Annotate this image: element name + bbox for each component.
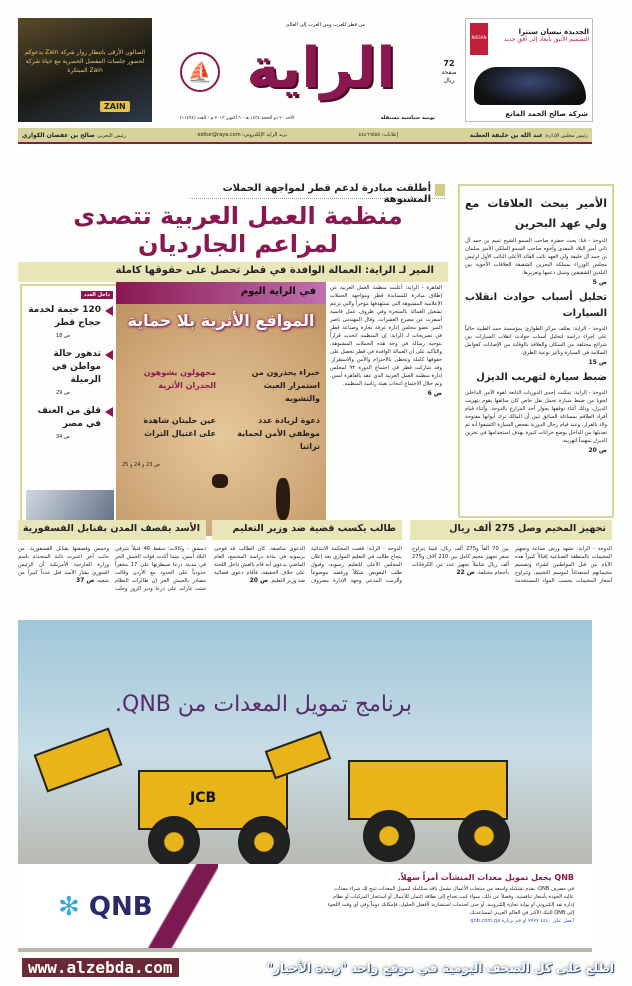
motto: من قطر للعرب ومن العرب إلى العالم xyxy=(286,22,365,28)
issue-date: الأحد ٢٠ ذو الحجة ١٤٣٤ هـ - ٦ أكتوبر ٢٠١٣ م - العدد (١١٤٩٤) xyxy=(180,116,295,121)
zain-ad[interactable] xyxy=(18,18,152,122)
article-body: الدوحة - الراية: يعكف مركز الطوارئ بمؤسسة حمد الطبية حالياً على إجراء دراسة لتحليل أسباب حوادث انقلاب السيارات بين شرائح مختلفة من السكان والعلاقة بالوقاية من الإصابات كعوامل السلامة في السيارة وتأثير نوعية الطرق. xyxy=(465,326,607,356)
newspaper-logo: الراية xyxy=(246,36,396,101)
ad-body: في مصرف QNB، نقدم تشكيلة واسعة من منتجات الأعمال تشمل باقة متكاملة لتمويل المعدات تتيح لك شراء معدات عالية الجودة بأسعار تنافسية. وفضلاً عن ذلك، سواء كنت تحتاج إلى بطاقة ائتمان للأعمال أو استئجار المركبات أو نظام إدارة نقد إلكتروني أو بوابة تجارة إلكترونية، أو حتى لخدمات استشارية لأفضل الحلول، فإمكانك دوماً وفي أي وقت اللجوء إلى QNB البنك الأكبر في العالم العربي لمساعدتك. xyxy=(327,886,574,916)
qnb-ad[interactable] xyxy=(18,620,592,952)
ad-tagline: QNB يجعل تمويل معدات المنشآت أمراً سهلاً. xyxy=(397,873,574,882)
article-title[interactable]: الأمير يبحث العلاقات مع ولي عهد البحرين xyxy=(465,197,607,230)
ad-info-panel xyxy=(18,864,592,948)
qnb-logo: ✻ QNB xyxy=(58,892,153,922)
jcb-brand-label: JCB xyxy=(190,790,217,806)
article-title[interactable]: تجهيز المخيم وصل 275 ألف ريال xyxy=(410,520,612,540)
ship-emblem-icon: ⛵ xyxy=(180,52,220,92)
nissan-ad[interactable] xyxy=(465,18,593,122)
car-image xyxy=(474,67,586,105)
page-count: 72 صفحة ريال xyxy=(441,59,457,84)
feature-point: خبراء يحذرون من استمرار العبث والتشويه xyxy=(251,368,320,403)
site-slogan: اطلع على كل الصحف اليومية في موقع واحد "زبدة الأخبار" xyxy=(266,961,614,975)
footer-banner xyxy=(0,955,632,986)
inside-label: داخل العدد xyxy=(81,291,113,299)
feature-point: عين حليتان شاهدة على اغتيال التراث xyxy=(143,416,216,438)
feature-header: في الراية اليوم xyxy=(116,282,326,304)
article-title[interactable]: الأسد يقصف المدن بقنابل الفسفورية xyxy=(18,520,206,540)
main-headline[interactable]: منظمة العمل العربية تتصدى لمزاعم الجارديان xyxy=(73,202,403,258)
feature-point: دعوة لزيادة عدد موظفي الأمن لحماية تراثنا xyxy=(237,416,320,451)
article-body: الدوحة - الراية: تشهد ورش صناعة وتجهيز المخيمات بالمنطقة الصناعية إقبالاً كبيراً هذه الأيام من قبل المواطنين لشراء وتصميم مخيماتهم استعداداً لموسم التخييم، وتتراوح أسعار المخيمات بحسب المواد المستخدمة بين 70 ألفاً و275 ألف ريال، فيما يتراوح سعر تجهيز مخيم كامل بين 210 آلاف و275 ألف ريال شاملاً تجهيز عدد من الكرفانات بأحجام مختلفة. ص 22 xyxy=(412,546,612,584)
inside-item[interactable]: قلق من العنف في مصر ص 34 xyxy=(25,405,113,444)
article-body: الدوحة - الراية: قضت المحكمة الابتدائية بنجاح طالب في التعليم الموازي بعد إعلان المجلس الأعلى للتعليم رسوبه، وقبول طلب التعويض شكلاً ورفضه موضوعاً وألزمت المدعي وجهة الإدارة مصروف الدعوى مناصفة. كان الطالب قد فوجئ برسوبه في مادة دراسة المجتمع، العام الماضي بدعوى أنه قام بالغش داخل اللجنة على خلاف الحقيقة، فأقام دعوى قضائية ضد وزير التعليم. ص 20 xyxy=(214,546,402,584)
nissan-logo: NISSAN xyxy=(470,23,488,55)
right-news-column: الأمير يبحث العلاقات مع ولي عهد البحرين الدوحة - قنا: بحث حضرة صاحب السمو الشيخ تميم بن حمد آل ثاني أمير البلاد المفدى وأخوه صاحب السمو الملكي الأمير سلمان بن حمد آل خليفة ولي العهد نائب القائد الأعلى النائب الأول لرئيس مجلس الوزراء بمملكة البحرين الشقيقة العلاقات الأخوية بين البلدين الشقيقين وسبل دعمها وتعزيزها. ص 5 تحليل أسباب حوادث انقلاب السيارات الدوحة - الراية: يعكف مركز الطوارئ بمؤسسة حمد الطبية حالياً على إجراء دراسة لتحليل أسباب حوادث انقلاب السيارات بين شرائح مختلفة من السكان والعلاقة بالوقاية من الإصابات كعوامل السلامة في السيارة وتأثير نوعية الطرق. ص 15 ضبط سيارة لتهريب الديزل الدوحة - الراية: تمكنت إحدى الدوريات التابعة لقوة الأمن الداخلي لخويا من ضبط سيارة تحمل نقل خاص كان سائقها يقوم بتهريب الديزل، وذلك أثناء توقفها بجوار أحد المزارع بالدوحة. وأثناء قيام أفراد الطاقم بمساءلة السائق تبين أن المالك ترك أبوابها مفتوحة ولاذ بالفرار، وعند قيام رجال الدورية بفحص السيارة اكتشفوا أنه تم تعديلها من الداخل بوضع خزانات كبيرة بهدف استخدامها في تخزين الديزل تمهيداً لتهريبه. ص 20 xyxy=(458,184,614,518)
site-link[interactable]: www.alzebda.com xyxy=(22,958,179,977)
bucket-image xyxy=(265,731,332,780)
bucket-image xyxy=(34,728,123,793)
dealer-name: شركة صالح الحمد المانع xyxy=(505,110,588,118)
inside-issue-box xyxy=(20,284,118,540)
ad-title: الجديدة نيسان سنترا xyxy=(518,28,589,36)
article-title[interactable]: طالب يكسب قضية ضد وزير التعليم xyxy=(212,520,402,540)
inside-item[interactable]: 120 خيمة لخدمة حجاج قطر ص 18 xyxy=(25,304,113,343)
article-title[interactable]: ضبط سيارة لتهريب الديزل xyxy=(476,372,607,383)
ad-title: برنامج تمويل المعدات من QNB. xyxy=(115,692,412,717)
feature-title: المواقع الأثرية بلا حماية xyxy=(127,311,315,330)
feature-pages: ص 23 و 24 و 25 xyxy=(122,462,160,468)
masthead xyxy=(180,22,457,122)
main-article-body: القاهرة - الراية: أعلنت منظمة العمل العربية عن إطلاق مبادرة للمساندة قطر ومواجهة الحملات الإعلامية المشبوهة التي تستهدفها مؤخراً والتي تزعم تشغيل العمالة بالسخرة وفي ظروف عمل قاسية أسفرت عن مصرع العشرات. وقال المهندس ناصر المير عضو مجلس إدارة غرفة تجارة وصناعة قطر في تصريحات لـ الراية: إن المنظمة اتخذت قراراً بتوجيه رسالة في وجه هذه الحملات المشبوهة، والتأكيد على أن العمالة الوافدة في قطر تحصل على حقوقها كاملة وتحظى بالاحترام والأمن والاستقرار. وقد شاركت قطر في اجتماع الدورة ٩٣ لمجلس إدارة منظمة العمل العربية الذي عقد بالقاهرة أمس. وتم خلال الاجتماع انتخاب هيئة رئاسة المنظمة. ص 6 xyxy=(330,285,442,397)
info-bar: رئيس مجلس الإدارة: عبد الله بن خليفة العطية إعلانات: ٤٤٤٦٦٥٥٥ بريد الراية الإلكتروني: editor@raya.com رئيس التحرير: صالح بن عفصان الكواري xyxy=(18,128,592,144)
article-body: الدوحة - الراية: تمكنت إحدى الدوريات التابعة لقوة الأمن الداخلي لخويا من ضبط سيارة تحمل نقل خاص كان سائقها يقوم بتهريب الديزل، وذلك أثناء توقفها بجوار أحد المزارع بالدوحة. وأثناء قيام أفراد الطاقم بمساءلة السائق تبين أن المالك ترك أبوابها مفتوحة ولاذ بالفرار، وعند قيام رجال الدورية بفحص السيارة اكتشفوا أنه تم تعديلها من الداخل بوضع خزانات كبيرة بهدف استخدامها في تخزين الديزل تمهيداً لتهريبه. xyxy=(465,390,607,444)
zain-logo: ZAIN xyxy=(100,101,130,112)
ad-subtitle: التصميم الأنيق بأبعاد إلى أفق جديد xyxy=(503,36,589,43)
supertitle: أطلقت مبادرة لدعم قطر لمواجهة الحملات المشبوهة xyxy=(190,183,445,199)
ad-contact[interactable]: اتصل على ٤٤٤٠ ٧٧٧٧ أو قم بزيارة qnb.com.qa xyxy=(470,918,574,924)
today-feature[interactable] xyxy=(116,282,326,536)
article-title[interactable]: تحليل أسباب حوادث انقلاب السيارات xyxy=(465,292,607,319)
inside-item[interactable]: تدهور حالة مواطن في الرميلة ص 29 xyxy=(25,348,113,400)
article-body: دمشق - وكالات: سقط 46 قتيلاً شرقي البلاد أمس، بينما أكدت قوات الجيش الحر في مدينة درعا سيطرتها على 17 مخفراً حدودياً على الحدود مع الأردن وقالت مصادر بالجيش الحر إن طائرات النظام شنت غارات على درعا ودير الزور وحلب وحمص وقصفتها بقنابل الفسفورية. من جانب آخر اعتبرت نائبة المتحدثة باسم وزارة الخارجية الأمريكية أن الرئيس السوري بشار الأسد قتل عدداً كبيراً من شعبه. ص 37 xyxy=(18,546,206,592)
feature-point: مجهولون يشوهون الجدران الأثرية xyxy=(143,368,216,390)
article-body: الدوحة - قنا: بحث حضرة صاحب السمو الشيخ تميم بن حمد آل ثاني أمير البلاد المفدى وأخوه صاحب السمو الملكي الأمير سلمان بن حمد آل خليفة ولي العهد نائب القائد الأعلى النائب الأول لرئيس مجلس الوزراء بمملكة البحرين الشقيقة العلاقات الأخوية بين البلدين الشقيقين وسبل دعمها وتعزيزها. xyxy=(465,238,607,276)
daily-label: يومية سياسية مستقلة xyxy=(380,115,435,121)
subheadline: المير لـ الراية: العمالة الوافدة في قطر تحصل على حقوقها كاملة xyxy=(18,262,448,282)
wall-hole xyxy=(212,474,228,488)
ad-text: الصالون الأرقى بانتظار زوار شركة Zain يدعوكم لحضور جلسات المفضل الحصرية مع حياة شركة Zain المبتكرة xyxy=(24,49,146,74)
wall-hole xyxy=(276,478,290,520)
